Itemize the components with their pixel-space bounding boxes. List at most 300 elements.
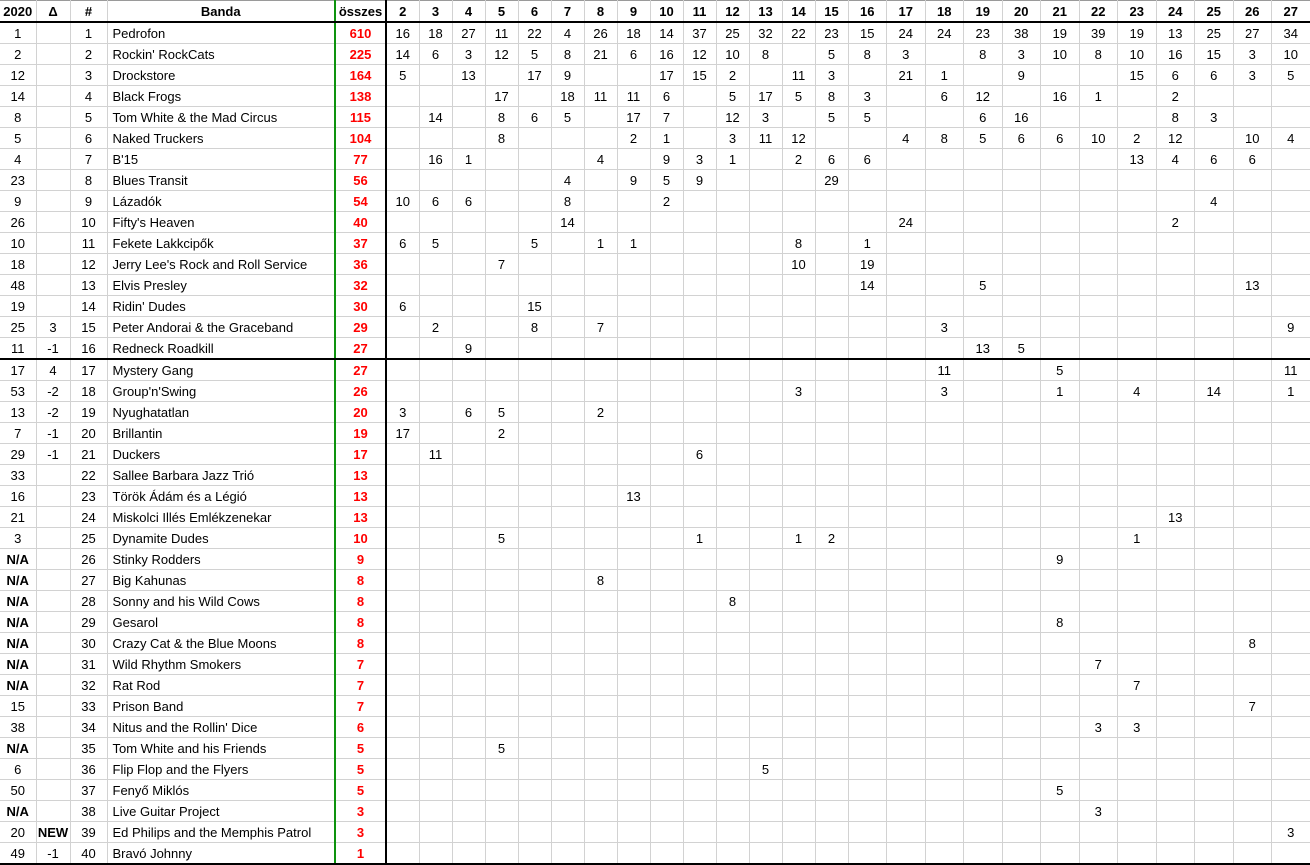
week-score-cell[interactable] [617,612,650,633]
week-score-cell[interactable] [584,633,617,654]
week-score-cell[interactable] [964,633,1003,654]
week-score-cell[interactable] [782,675,815,696]
week-score-cell[interactable] [749,402,782,423]
week-score-cell[interactable] [716,275,749,296]
week-score-cell[interactable] [1041,465,1080,486]
week-score-cell[interactable] [1041,654,1080,675]
week-score-cell[interactable] [1195,465,1234,486]
week-score-cell[interactable]: 11 [584,86,617,107]
week-score-cell[interactable] [452,465,485,486]
week-score-cell[interactable] [1079,759,1118,780]
week-score-cell[interactable] [1156,275,1195,296]
week-score-cell[interactable]: 9 [683,170,716,191]
week-score-cell[interactable] [650,338,683,360]
prev-year-rank-cell[interactable]: 12 [0,65,36,86]
week-score-cell[interactable] [1079,275,1118,296]
week-score-cell[interactable] [815,654,848,675]
week-score-cell[interactable]: 2 [485,423,518,444]
week-score-cell[interactable] [964,296,1003,317]
rank-cell[interactable]: 20 [70,423,107,444]
week-score-cell[interactable] [452,675,485,696]
week-score-cell[interactable] [584,549,617,570]
week-score-cell[interactable] [925,759,964,780]
week-score-cell[interactable] [386,507,419,528]
week-score-cell[interactable] [1002,212,1041,233]
week-score-cell[interactable] [964,233,1003,254]
delta-cell[interactable] [36,612,70,633]
week-score-cell[interactable] [848,675,887,696]
week-score-cell[interactable] [782,44,815,65]
week-score-cell[interactable] [419,507,452,528]
week-score-cell[interactable] [683,254,716,275]
total-points-cell[interactable]: 27 [335,359,386,381]
week-score-cell[interactable] [1118,170,1157,191]
week-score-cell[interactable] [848,633,887,654]
week-score-cell[interactable] [485,822,518,843]
week-score-cell[interactable] [749,654,782,675]
delta-cell[interactable] [36,254,70,275]
week-score-cell[interactable] [386,275,419,296]
week-score-cell[interactable] [650,254,683,275]
prev-year-rank-cell[interactable]: N/A [0,738,36,759]
week-score-cell[interactable] [1079,507,1118,528]
week-score-cell[interactable]: 6 [964,107,1003,128]
week-score-cell[interactable]: 7 [485,254,518,275]
rank-cell[interactable]: 23 [70,486,107,507]
week-score-cell[interactable] [1079,65,1118,86]
prev-year-rank-cell[interactable]: 7 [0,423,36,444]
prev-year-rank-cell[interactable]: 9 [0,191,36,212]
week-score-cell[interactable] [925,423,964,444]
week-score-cell[interactable] [1195,654,1234,675]
week-score-cell[interactable] [518,528,551,549]
week-score-cell[interactable] [617,801,650,822]
week-score-cell[interactable] [485,591,518,612]
week-score-cell[interactable] [386,128,419,149]
week-score-cell[interactable]: 11 [419,444,452,465]
band-name-cell[interactable]: Ed Philips and the Memphis Patrol [107,822,335,843]
week-score-cell[interactable] [925,507,964,528]
week-score-cell[interactable] [386,254,419,275]
week-score-cell[interactable] [518,612,551,633]
week-col-header[interactable]: 9 [617,1,650,23]
week-score-cell[interactable] [925,738,964,759]
band-name-cell[interactable]: Wild Rhythm Smokers [107,654,335,675]
week-score-cell[interactable] [617,654,650,675]
week-score-cell[interactable] [1041,738,1080,759]
week-col-header[interactable]: 10 [650,1,683,23]
total-points-cell[interactable]: 26 [335,381,386,402]
week-score-cell[interactable] [584,338,617,360]
week-score-cell[interactable] [452,822,485,843]
week-score-cell[interactable] [1272,107,1310,128]
week-score-cell[interactable] [1233,423,1272,444]
rank-cell[interactable]: 33 [70,696,107,717]
week-score-cell[interactable] [551,444,584,465]
week-score-cell[interactable] [716,317,749,338]
week-score-cell[interactable] [782,591,815,612]
week-score-cell[interactable] [386,317,419,338]
delta-cell[interactable] [36,780,70,801]
week-score-cell[interactable]: 6 [1195,149,1234,170]
total-points-cell[interactable]: 32 [335,275,386,296]
week-score-cell[interactable] [1272,254,1310,275]
week-score-cell[interactable] [1002,254,1041,275]
week-score-cell[interactable] [1002,317,1041,338]
week-score-cell[interactable] [848,654,887,675]
week-score-cell[interactable] [964,528,1003,549]
week-score-cell[interactable] [551,612,584,633]
week-score-cell[interactable] [887,612,926,633]
week-score-cell[interactable] [650,296,683,317]
week-score-cell[interactable]: 17 [485,86,518,107]
week-score-cell[interactable]: 3 [1118,717,1157,738]
week-score-cell[interactable] [386,86,419,107]
week-score-cell[interactable] [782,738,815,759]
week-score-cell[interactable]: 7 [650,107,683,128]
delta-cell[interactable] [36,675,70,696]
band-name-cell[interactable]: Black Frogs [107,86,335,107]
week-score-cell[interactable]: 3 [683,149,716,170]
prev-year-rank-cell[interactable]: 19 [0,296,36,317]
week-score-cell[interactable] [1118,86,1157,107]
week-score-cell[interactable] [749,528,782,549]
band-name-cell[interactable]: Fenyő Miklós [107,780,335,801]
week-score-cell[interactable]: 17 [518,65,551,86]
week-score-cell[interactable] [1041,65,1080,86]
week-score-cell[interactable] [518,591,551,612]
week-score-cell[interactable] [1233,822,1272,843]
band-name-cell[interactable]: Fekete Lakkcipők [107,233,335,254]
week-score-cell[interactable] [683,675,716,696]
week-score-cell[interactable] [683,233,716,254]
week-score-cell[interactable] [848,801,887,822]
week-score-cell[interactable] [749,191,782,212]
delta-cell[interactable] [36,465,70,486]
week-score-cell[interactable] [584,507,617,528]
week-score-cell[interactable]: 25 [716,22,749,44]
week-score-cell[interactable]: 3 [925,381,964,402]
week-score-cell[interactable]: 3 [452,44,485,65]
week-score-cell[interactable] [518,570,551,591]
total-points-cell[interactable]: 10 [335,528,386,549]
week-score-cell[interactable] [683,381,716,402]
week-score-cell[interactable] [782,296,815,317]
week-score-cell[interactable] [887,738,926,759]
week-score-cell[interactable] [848,612,887,633]
col-header-year[interactable]: 2020 [0,1,36,23]
week-score-cell[interactable] [1156,717,1195,738]
week-score-cell[interactable] [782,780,815,801]
rank-cell[interactable]: 28 [70,591,107,612]
week-score-cell[interactable] [1118,549,1157,570]
week-score-cell[interactable] [617,444,650,465]
week-score-cell[interactable] [386,801,419,822]
week-score-cell[interactable] [1156,465,1195,486]
week-score-cell[interactable]: 1 [782,528,815,549]
week-score-cell[interactable]: 6 [650,86,683,107]
week-score-cell[interactable] [782,717,815,738]
week-score-cell[interactable] [518,717,551,738]
week-score-cell[interactable] [782,465,815,486]
week-score-cell[interactable] [716,359,749,381]
week-score-cell[interactable] [617,528,650,549]
week-col-header[interactable]: 6 [518,1,551,23]
week-score-cell[interactable] [1118,275,1157,296]
week-score-cell[interactable] [925,170,964,191]
week-score-cell[interactable]: 16 [650,44,683,65]
band-name-cell[interactable]: Pedrofon [107,22,335,44]
week-score-cell[interactable]: 1 [925,65,964,86]
week-score-cell[interactable] [419,633,452,654]
week-score-cell[interactable] [518,822,551,843]
week-score-cell[interactable]: 6 [1156,65,1195,86]
rank-cell[interactable]: 35 [70,738,107,759]
week-score-cell[interactable] [1195,254,1234,275]
week-score-cell[interactable] [964,191,1003,212]
week-score-cell[interactable] [887,507,926,528]
week-score-cell[interactable] [419,296,452,317]
week-score-cell[interactable] [815,612,848,633]
week-score-cell[interactable] [650,696,683,717]
week-score-cell[interactable] [617,780,650,801]
week-score-cell[interactable] [1079,738,1118,759]
week-score-cell[interactable]: 19 [1118,22,1157,44]
week-score-cell[interactable]: 3 [749,107,782,128]
week-score-cell[interactable] [1041,107,1080,128]
week-score-cell[interactable]: 13 [617,486,650,507]
week-score-cell[interactable]: 10 [782,254,815,275]
week-score-cell[interactable] [584,822,617,843]
week-score-cell[interactable] [683,717,716,738]
week-score-cell[interactable]: 26 [584,22,617,44]
week-score-cell[interactable]: 16 [1156,44,1195,65]
band-name-cell[interactable]: Peter Andorai & the Graceband [107,317,335,338]
delta-cell[interactable] [36,507,70,528]
week-score-cell[interactable] [551,801,584,822]
week-score-cell[interactable]: 5 [485,528,518,549]
week-score-cell[interactable] [925,296,964,317]
week-score-cell[interactable] [1118,191,1157,212]
week-score-cell[interactable]: 2 [1156,86,1195,107]
total-points-cell[interactable]: 37 [335,233,386,254]
week-score-cell[interactable] [650,465,683,486]
week-score-cell[interactable] [452,507,485,528]
week-score-cell[interactable] [815,444,848,465]
delta-cell[interactable]: -2 [36,402,70,423]
rank-cell[interactable]: 4 [70,86,107,107]
week-score-cell[interactable]: 21 [887,65,926,86]
delta-cell[interactable]: 4 [36,359,70,381]
rank-cell[interactable]: 14 [70,296,107,317]
week-score-cell[interactable] [683,107,716,128]
rank-cell[interactable]: 27 [70,570,107,591]
week-score-cell[interactable] [1156,759,1195,780]
week-score-cell[interactable]: 5 [1272,65,1310,86]
week-score-cell[interactable] [452,128,485,149]
week-score-cell[interactable] [485,191,518,212]
week-score-cell[interactable] [419,86,452,107]
week-score-cell[interactable] [749,822,782,843]
week-score-cell[interactable] [1118,780,1157,801]
week-score-cell[interactable] [584,296,617,317]
band-name-cell[interactable]: Sallee Barbara Jazz Trió [107,465,335,486]
week-score-cell[interactable] [815,381,848,402]
week-score-cell[interactable] [1079,780,1118,801]
week-score-cell[interactable] [584,696,617,717]
week-score-cell[interactable] [419,359,452,381]
week-score-cell[interactable] [1079,107,1118,128]
week-score-cell[interactable] [1041,275,1080,296]
week-score-cell[interactable] [1272,444,1310,465]
delta-cell[interactable] [36,486,70,507]
week-score-cell[interactable] [485,381,518,402]
week-score-cell[interactable] [1233,528,1272,549]
week-score-cell[interactable] [925,549,964,570]
week-score-cell[interactable] [452,654,485,675]
total-points-cell[interactable]: 13 [335,465,386,486]
week-score-cell[interactable] [1272,696,1310,717]
rank-cell[interactable]: 5 [70,107,107,128]
week-score-cell[interactable] [518,486,551,507]
week-score-cell[interactable] [485,633,518,654]
week-score-cell[interactable]: 4 [887,128,926,149]
week-score-cell[interactable] [1233,549,1272,570]
band-name-cell[interactable]: Blues Transit [107,170,335,191]
week-score-cell[interactable]: 2 [1156,212,1195,233]
band-name-cell[interactable]: Sonny and his Wild Cows [107,591,335,612]
week-score-cell[interactable] [683,296,716,317]
week-score-cell[interactable] [518,465,551,486]
week-score-cell[interactable] [650,654,683,675]
week-score-cell[interactable] [650,233,683,254]
week-score-cell[interactable] [887,191,926,212]
week-score-cell[interactable] [584,275,617,296]
band-name-cell[interactable]: Big Kahunas [107,570,335,591]
week-score-cell[interactable]: 3 [1233,44,1272,65]
week-score-cell[interactable] [683,591,716,612]
band-name-cell[interactable]: Prison Band [107,696,335,717]
week-score-cell[interactable] [782,212,815,233]
week-score-cell[interactable]: 5 [716,86,749,107]
week-score-cell[interactable] [551,528,584,549]
week-score-cell[interactable] [386,170,419,191]
week-score-cell[interactable]: 9 [617,170,650,191]
week-score-cell[interactable]: 8 [551,44,584,65]
week-score-cell[interactable]: 9 [452,338,485,360]
total-points-cell[interactable]: 115 [335,107,386,128]
week-col-header[interactable]: 16 [848,1,887,23]
week-score-cell[interactable] [964,381,1003,402]
week-score-cell[interactable] [1041,444,1080,465]
week-score-cell[interactable] [452,86,485,107]
week-score-cell[interactable] [1118,633,1157,654]
week-score-cell[interactable] [1079,591,1118,612]
week-score-cell[interactable]: 6 [518,107,551,128]
week-score-cell[interactable] [617,338,650,360]
week-score-cell[interactable] [925,233,964,254]
week-score-cell[interactable] [1002,507,1041,528]
week-score-cell[interactable] [518,549,551,570]
week-score-cell[interactable] [1002,696,1041,717]
week-score-cell[interactable] [749,738,782,759]
week-score-cell[interactable] [1041,149,1080,170]
week-score-cell[interactable] [1272,738,1310,759]
week-score-cell[interactable] [925,717,964,738]
week-score-cell[interactable]: 7 [1118,675,1157,696]
week-score-cell[interactable]: 7 [1079,654,1118,675]
week-score-cell[interactable] [419,402,452,423]
week-score-cell[interactable] [386,612,419,633]
week-score-cell[interactable] [1118,822,1157,843]
week-score-cell[interactable] [551,780,584,801]
prev-year-rank-cell[interactable]: 10 [0,233,36,254]
delta-cell[interactable] [36,738,70,759]
week-score-cell[interactable] [925,780,964,801]
week-score-cell[interactable] [1156,338,1195,360]
week-score-cell[interactable] [716,654,749,675]
week-score-cell[interactable]: 1 [584,233,617,254]
week-score-cell[interactable] [815,549,848,570]
week-score-cell[interactable] [1272,717,1310,738]
week-score-cell[interactable] [815,191,848,212]
prev-year-rank-cell[interactable]: 15 [0,696,36,717]
rank-cell[interactable]: 24 [70,507,107,528]
week-score-cell[interactable] [1079,465,1118,486]
week-score-cell[interactable] [1118,317,1157,338]
week-score-cell[interactable] [584,738,617,759]
week-score-cell[interactable] [551,591,584,612]
week-score-cell[interactable] [887,254,926,275]
week-score-cell[interactable] [485,465,518,486]
week-score-cell[interactable] [419,423,452,444]
week-score-cell[interactable] [1079,317,1118,338]
week-score-cell[interactable]: 10 [716,44,749,65]
week-score-cell[interactable] [1118,423,1157,444]
week-score-cell[interactable] [419,549,452,570]
total-points-cell[interactable]: 7 [335,675,386,696]
week-score-cell[interactable] [1079,212,1118,233]
week-score-cell[interactable] [1002,717,1041,738]
week-score-cell[interactable]: 5 [1041,780,1080,801]
week-score-cell[interactable] [815,759,848,780]
week-score-cell[interactable] [1272,528,1310,549]
week-score-cell[interactable] [1041,570,1080,591]
week-score-cell[interactable] [1233,191,1272,212]
total-points-cell[interactable]: 8 [335,570,386,591]
week-score-cell[interactable] [683,423,716,444]
week-score-cell[interactable] [1233,507,1272,528]
week-score-cell[interactable]: 13 [1118,149,1157,170]
week-score-cell[interactable] [925,822,964,843]
week-score-cell[interactable] [1041,675,1080,696]
week-score-cell[interactable] [1002,191,1041,212]
week-score-cell[interactable]: 9 [1041,549,1080,570]
week-score-cell[interactable]: 11 [749,128,782,149]
week-score-cell[interactable] [782,486,815,507]
total-points-cell[interactable]: 225 [335,44,386,65]
prev-year-rank-cell[interactable]: 8 [0,107,36,128]
delta-cell[interactable] [36,170,70,191]
week-score-cell[interactable] [782,402,815,423]
week-score-cell[interactable] [749,780,782,801]
week-score-cell[interactable]: 14 [419,107,452,128]
total-points-cell[interactable]: 164 [335,65,386,86]
week-score-cell[interactable] [887,591,926,612]
delta-cell[interactable] [36,275,70,296]
week-score-cell[interactable]: 6 [1002,128,1041,149]
week-score-cell[interactable] [782,696,815,717]
